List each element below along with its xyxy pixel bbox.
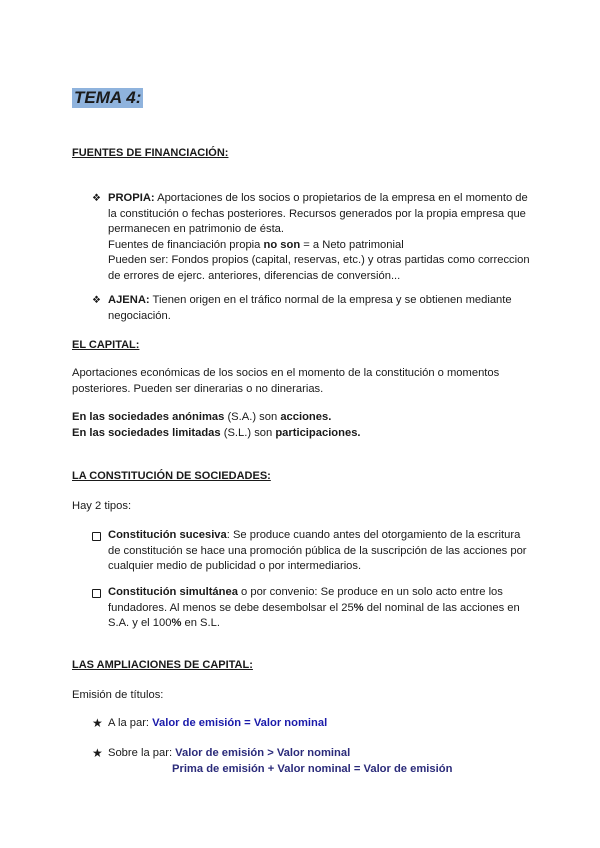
star-bullet-icon: ★ bbox=[92, 716, 103, 730]
capital-paragraph bbox=[72, 366, 532, 397]
propia-line1: Aportaciones de los socios o propietarios de la empresa en el momento de bbox=[154, 192, 528, 204]
diamond-bullet-icon: ❖ bbox=[92, 193, 101, 204]
propia-line4-pre: Fuentes de financiación propia bbox=[108, 238, 264, 251]
simultanea-text bbox=[108, 585, 532, 632]
capital-line1: Aportaciones económicas de los socios en el momento de la constitución o momentos bbox=[72, 367, 500, 379]
simultanea-label: Constitución simultánea bbox=[108, 586, 238, 598]
sobre-formula-2: Prima de emisión + Valor nominal = Valor de emisión bbox=[172, 762, 453, 775]
sucesiva-line2: de constitución se hace una promoción pública de la suscripción de las acciones por bbox=[108, 544, 527, 557]
par-label: A la par: bbox=[108, 717, 153, 729]
sa-mid: (S.A.) son bbox=[224, 411, 281, 423]
propia-line5: Pueden ser: Fondos propios (capital, reservas, etc.) y otras partidas como correccion bbox=[108, 254, 530, 266]
sl-label: En las sociedades limitadas bbox=[72, 426, 221, 439]
sucesiva-line3: cualquier medio de publicidad o por intermediarios. bbox=[108, 560, 362, 572]
propia-line2: la constitución o fechas posteriores. Recursos generados por la propia empresa que bbox=[108, 207, 526, 220]
propia-line6: de errores de ejerc. anteriores, diferencias de conversión... bbox=[108, 269, 401, 282]
star-bullet-icon: ★ bbox=[92, 746, 103, 760]
diamond-bullet-icon: ❖ bbox=[92, 295, 101, 306]
bullet-sucesiva bbox=[92, 528, 532, 575]
simultanea-line1: o por convenio: Se produce en un solo acto entre los bbox=[237, 586, 503, 598]
constitucion-intro: Hay 2 tipos: bbox=[72, 500, 132, 512]
propia-line3: permanecen en patrimonio de ésta. bbox=[108, 223, 285, 235]
sobre-formula: Valor de emisión > Valor nominal bbox=[175, 747, 351, 759]
heading-capital: EL CAPITAL: bbox=[72, 339, 140, 351]
sa-label: En las sociedades anónimas bbox=[72, 411, 225, 423]
bullet-sobre-la-par bbox=[92, 746, 532, 777]
sobre-label: Sobre la par: bbox=[108, 747, 176, 759]
heading-fuentes: FUENTES DE FINANCIACIÓN: bbox=[72, 147, 229, 159]
sa-acciones: acciones. bbox=[280, 411, 332, 423]
bullet-simultanea bbox=[92, 585, 532, 632]
bullet-a-la-par bbox=[92, 716, 532, 732]
sucesiva-text bbox=[108, 528, 532, 575]
simultanea-pct-25: % bbox=[353, 601, 364, 614]
bullet-propia bbox=[92, 191, 532, 284]
par-formula: Valor de emisión = Valor nominal bbox=[152, 717, 328, 729]
ampliaciones-intro: Emisión de títulos: bbox=[72, 689, 164, 701]
sl-mid: (S.L.) son bbox=[220, 426, 276, 439]
sucesiva-label: Constitución sucesiva bbox=[108, 529, 227, 541]
capital-line2: posteriores. Pueden ser dinerarias o no dinerarias. bbox=[72, 382, 324, 395]
simultanea-pct-100: % bbox=[171, 617, 182, 629]
simultanea-line3-post: en S.L. bbox=[181, 617, 220, 629]
ajena-label: AJENA: bbox=[108, 294, 150, 306]
propia-text bbox=[108, 191, 532, 284]
simultanea-line3-pre: S.A. y el 100 bbox=[108, 617, 172, 629]
simultanea-line2-pre: fundadores. Al menos se debe desembolsar el 25 bbox=[108, 601, 354, 614]
capital-types bbox=[72, 410, 532, 441]
heading-constitucion: LA CONSTITUCIÓN DE SOCIEDADES: bbox=[72, 470, 271, 482]
propia-line4-post: = a Neto patrimonial bbox=[300, 238, 404, 251]
simultanea-line2-post: del nominal de las acciones en bbox=[363, 601, 520, 614]
propia-label: PROPIA: bbox=[108, 192, 155, 204]
heading-ampliaciones: LAS AMPLIACIONES DE CAPITAL: bbox=[72, 659, 253, 671]
sl-participaciones: participaciones. bbox=[275, 426, 361, 439]
square-bullet-icon bbox=[92, 589, 101, 598]
bullet-ajena bbox=[92, 293, 532, 324]
ajena-text bbox=[108, 293, 532, 324]
page-title: TEMA 4: bbox=[74, 88, 142, 107]
ajena-line1: Tienen origen en el tráfico normal de la empresa y se obtienen mediante bbox=[149, 294, 512, 306]
sucesiva-line1: : Se produce cuando antes del otorgamiento de la escritura bbox=[226, 529, 521, 541]
ajena-line2: negociación. bbox=[108, 309, 171, 322]
square-bullet-icon bbox=[92, 532, 101, 541]
propia-no-son: no son bbox=[263, 238, 301, 251]
